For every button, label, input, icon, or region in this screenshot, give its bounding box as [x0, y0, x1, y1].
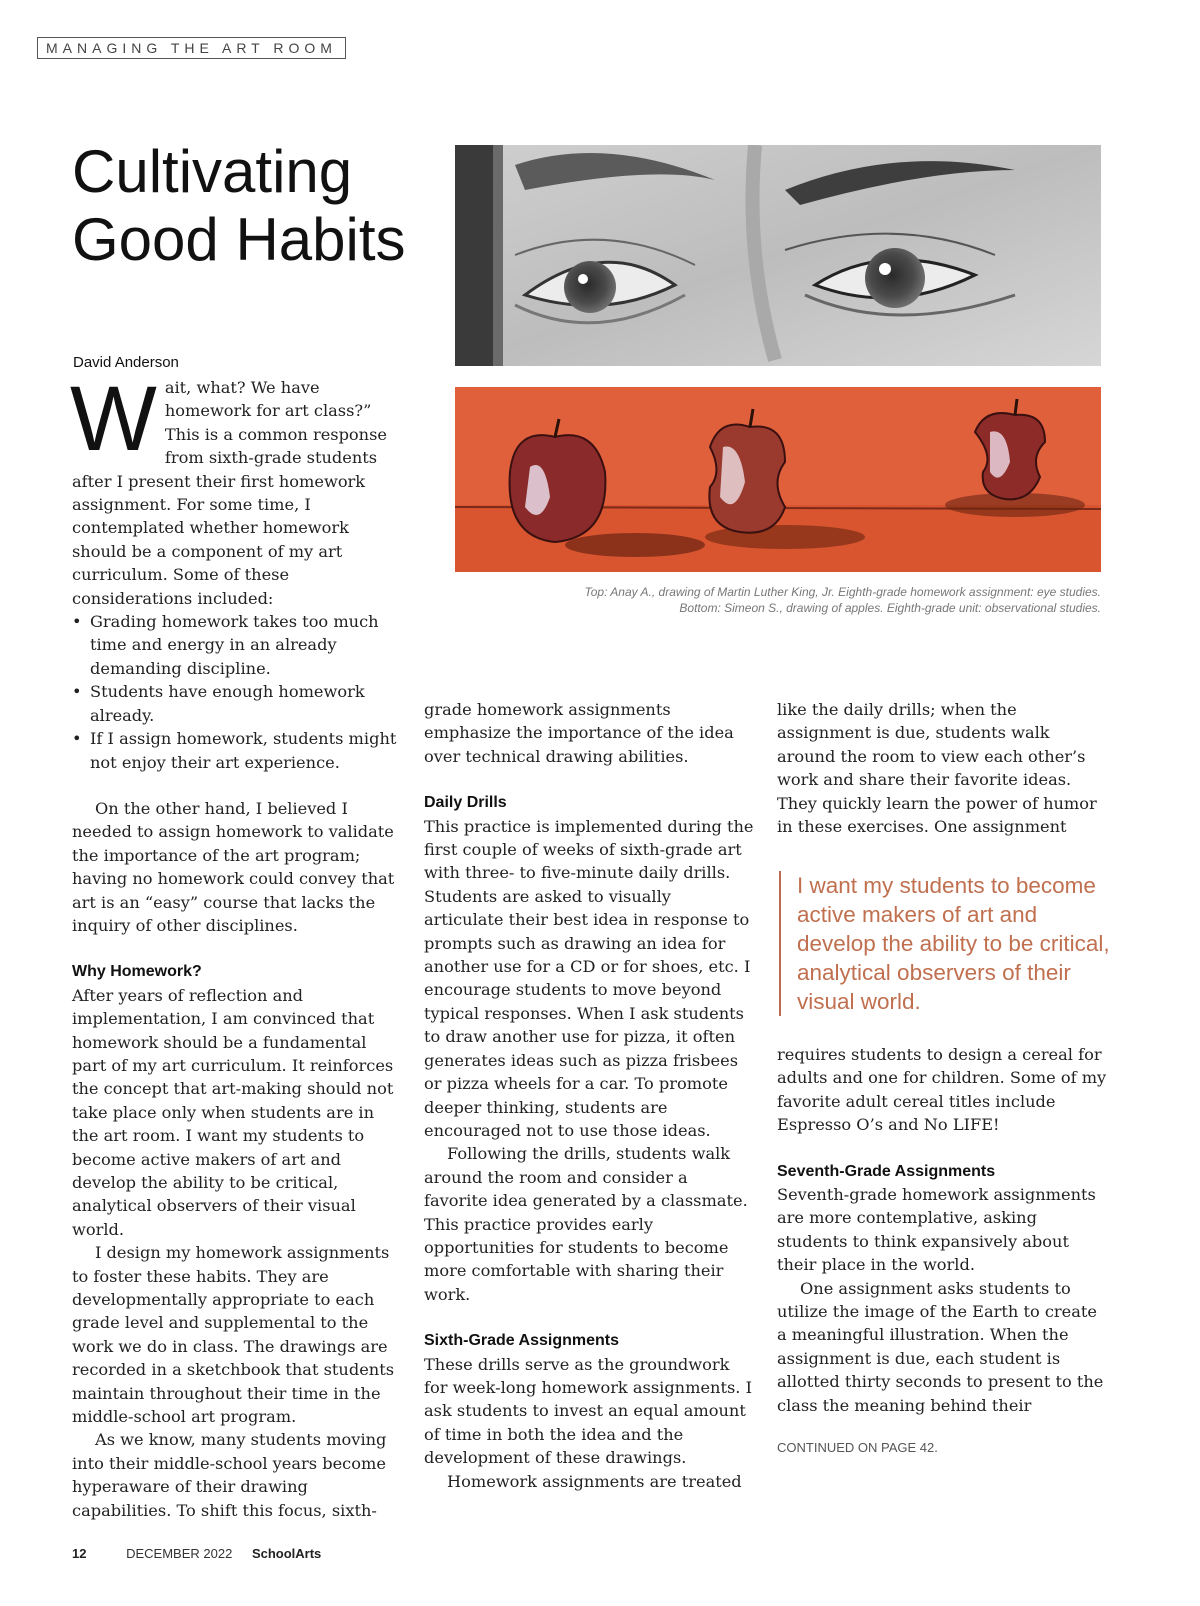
paragraph: Homework assignments are treated — [447, 1471, 742, 1491]
paragraph: One assignment asks students to utilize the image of the Earth to create a meaningful illustration. When the assignment is due, each student is allotted thirty seconds to present to the class the meaning behind their — [777, 1278, 1104, 1415]
intro-paragraph: Wait, what? We have homework for art class?” This is a common response from sixth-grade students after I present their first homework assignment. For some time, I contemplated whether homework should be a component of my art curriculum. Some of these considerations included: — [70, 368, 387, 608]
title-line-2: Good Habits — [72, 206, 406, 273]
paragraph: After years of reflection and implementation, I am convinced that homework should be a fundamental part of my art curriculum. It reinforces the concept that art-making should not take place only when students are in the art room. I want my students to become active makers of art and develop the ability to be critical, analytical observers of their visual world. — [72, 985, 394, 1239]
title-line-1: Cultivating — [72, 138, 353, 205]
author-byline: David Anderson — [73, 354, 179, 371]
paragraph: On the other hand, I believed I needed to assign homework to validate the importance of the art program; having no homework could convey that art is an “easy” course that lacks the inquiry of other disciplines. — [72, 798, 395, 935]
paragraph: Seventh-grade homework assignments are more contemplative, asking students to think expansively about their place in the world. — [777, 1185, 1096, 1275]
drop-cap: W — [70, 368, 157, 470]
page-number: 12 — [72, 1546, 87, 1561]
paragraph: like the daily drills; when the assignment is due, students walk around the room to view each other’s work and share their favorite ideas. They quickly learn the power of humor in these exercises. One assignment — [777, 700, 1097, 837]
magazine-name: SchoolArts — [251, 1546, 322, 1561]
list-item: • Students have enough homework already. — [72, 680, 402, 727]
section-heading-seventh-grade: Seventh-Grade Assignments — [777, 1162, 996, 1180]
column-3-bottom — [777, 1043, 1107, 1417]
section-label: MANAGING THE ART ROOM — [37, 37, 346, 59]
paragraph: I design my homework assignments to foster these habits. They are developmentally appropriate to each grade level and supplemental to the work we do in class. The drawings are recorded in a sketchbook that students maintain throughout their time in the middle-school art program. — [72, 1243, 395, 1427]
section-heading-daily-drills: Daily Drills — [424, 794, 507, 812]
image-caption — [455, 584, 1101, 616]
list-item: • If I assign homework, students might not enjoy their art experience. — [72, 727, 402, 774]
section-heading-why-homework: Why Homework? — [72, 963, 202, 981]
caption-line-1: Top: Anay A., drawing of Martin Luther King, Jr. Eighth-grade homework assignment: eye studies. — [584, 585, 1101, 599]
caption-line-2: Bottom: Simeon S., drawing of apples. Eighth-grade unit: observational studies. — [679, 601, 1101, 615]
paragraph: This practice is implemented during the first couple of weeks of sixth-grade art with three- to five-minute daily drills. Students are asked to visually articulate their best idea in response to prompts such as drawing an idea for another use for a CD or for shoes, etc. I encourage students to move beyond typical responses. When I ask students to draw another use for pizza, it often generates ideas such as pizza frisbees or pizza wheels for a car. To promote deeper thinking, students are encouraged not to use those ideas. — [424, 816, 754, 1140]
eyes-drawing-image — [455, 145, 1101, 366]
issue-date: DECEMBER 2022 — [126, 1546, 233, 1561]
column-2 — [424, 698, 754, 1493]
page-footer — [72, 1546, 321, 1561]
apples-drawing-image — [455, 387, 1101, 572]
paragraph: These drills serve as the groundwork for week-long homework assignments. I ask students to invest an equal amount of time in both the idea and the development of these drawings. — [424, 1354, 752, 1468]
paragraph: As we know, many students moving into their middle-school years become hyperaware of their drawing capabilities. To shift this focus, sixth- — [72, 1430, 387, 1520]
paragraph: requires students to design a cereal for adults and one for children. Some of my favorite adult cereal titles include Espresso O’s and No LIFE! — [777, 1045, 1107, 1135]
list-item: • Grading homework takes too much time and energy in an already demanding discipline. — [72, 610, 402, 680]
apples-drawing-illustration — [455, 387, 1101, 572]
considerations-list — [72, 610, 402, 774]
column-1 — [70, 368, 402, 1522]
column-3-top — [777, 698, 1107, 838]
pull-quote: I want my students to become active makers of art and develop the ability to be critical, analytical observers of their visual world. — [779, 871, 1117, 1016]
paragraph: Following the drills, students walk around the room and consider a favorite idea generated by a classmate. This practice provides early opportunities for students to become more comfortable with sharing their work. — [424, 1144, 748, 1304]
eyes-drawing-illustration — [455, 145, 1101, 366]
section-heading-sixth-grade: Sixth-Grade Assignments — [424, 1332, 620, 1350]
paragraph: grade homework assignments emphasize the importance of the idea over technical drawing abilities. — [424, 700, 734, 766]
continued-note: CONTINUED ON PAGE 42. — [777, 1440, 938, 1455]
article-title — [72, 138, 432, 274]
